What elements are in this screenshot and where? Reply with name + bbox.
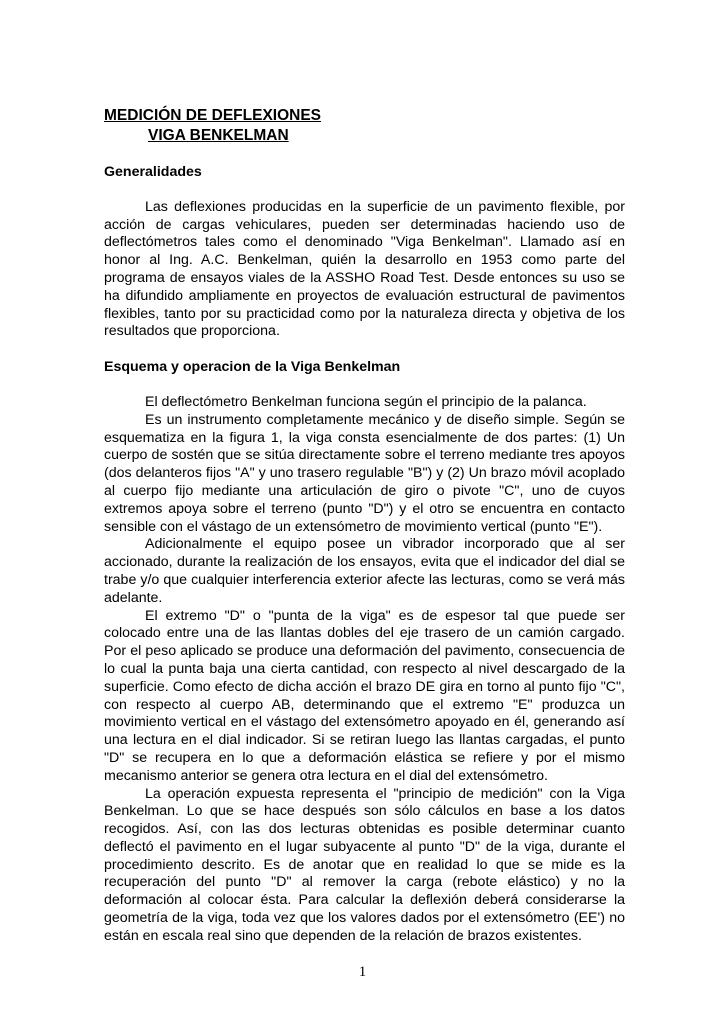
document-page	[104, 106, 625, 946]
section-heading-esquema: Esquema y operacion de la Viga Benkelman	[104, 359, 401, 376]
paragraph: El extremo "D" o "punta de la viga" es de espesor tal que puede ser colocado entre una de las llantas dobles del eje trasero de un camión cargado. Por el peso aplicado se produce una deformación del pavimento, consecuencia de lo cual la punta baja una cierta cantidad, con respecto al nivel descargado de la superficie. Como efecto de dicha acción el brazo DE gira en torno al punto fijo "C", con respecto al cuerpo AB, determinando que el extremo "E" produzca un movimiento vertical en el vástago del extensómetro apoyado en él, generando así una lectura en el dial indicador. Si se retiran luego las llantas cargadas, el punto "D" se recupera en lo que a deformación elástica se refiere y por el mismo mecanismo anterior se genera otra lectura en el dial del extensómetro.	[104, 607, 625, 784]
document-title-line2: VIGA BENKELMAN	[148, 127, 289, 144]
page-number: 1	[358, 964, 367, 980]
paragraph: Es un instrumento completamente mecánico y de diseño simple. Según se esquematiza en la figura 1, la viga consta esencialmente de dos partes: (1) Un cuerpo de sostén que se sitúa directamente sobre el terreno mediante tres apoyos (dos delanteros fijos "A" y uno trasero regulable "B") y (2) Un brazo móvil acoplado al cuerpo fijo mediante una articulación de giro o pivote "C", uno de cuyos extremos apoya sobre el terreno (punto "D") y el otro se encuentra en contacto sensible con el vástago de un extensómetro de movimiento vertical (punto "E").	[104, 411, 625, 535]
paragraph: El deflectómetro Benkelman funciona según el principio de la palanca.	[145, 393, 587, 410]
paragraph: La operación expuesta representa el "principio de medición" con la Viga Benkelman. Lo que se hace después son sólo cálculos en base a los datos recogidos. Así, con las dos lecturas obtenidas es posible determinar cuanto deflectó el pavimento en el lugar subyacente al punto "D" de la viga, durante el procedimiento descrito. Es de anotar que en realidad lo que se mide es la recuperación del punto "D" al remover la carga (rebote elástico) y no la deformación al colocar ésta. Para calcular la deflexión deberá considerarse la geometría de la viga, toda vez que los valores dados por el extensómetro (EE') no están en escala real sino que dependen de la relación de brazos existentes.	[104, 785, 625, 944]
section-heading-generalidades: Generalidades	[104, 164, 202, 180]
paragraph: Adicionalmente el equipo posee un vibrador incorporado que al ser accionado, durante la realización de los ensayos, evita que el indicador del dial se trabe y/o que cualquier interferencia exterior afecte las lecturas, como se verá más adelante.	[104, 536, 625, 606]
paragraph: Las deflexiones producidas en la superficie de un pavimento flexible, por acción de cargas vehiculares, pueden ser determinadas haciendo uso de deflectómetros tales como el denominado "Viga Benkelman". Llamado así en honor al Ing. A.C. Benkelman, quién la desarrollo en 1953 como parte del programa de ensayos viales de la ASSHO Road Test. Desde entonces su uso se ha difundido ampliamente en proyectos de evaluación estructural de pavimentos flexibles, tanto por su practicidad como por la naturaleza directa y objetiva de los resultados que proporciona.	[104, 198, 625, 340]
document-title-line1: MEDICIÓN DE DEFLEXIONES	[104, 107, 322, 124]
